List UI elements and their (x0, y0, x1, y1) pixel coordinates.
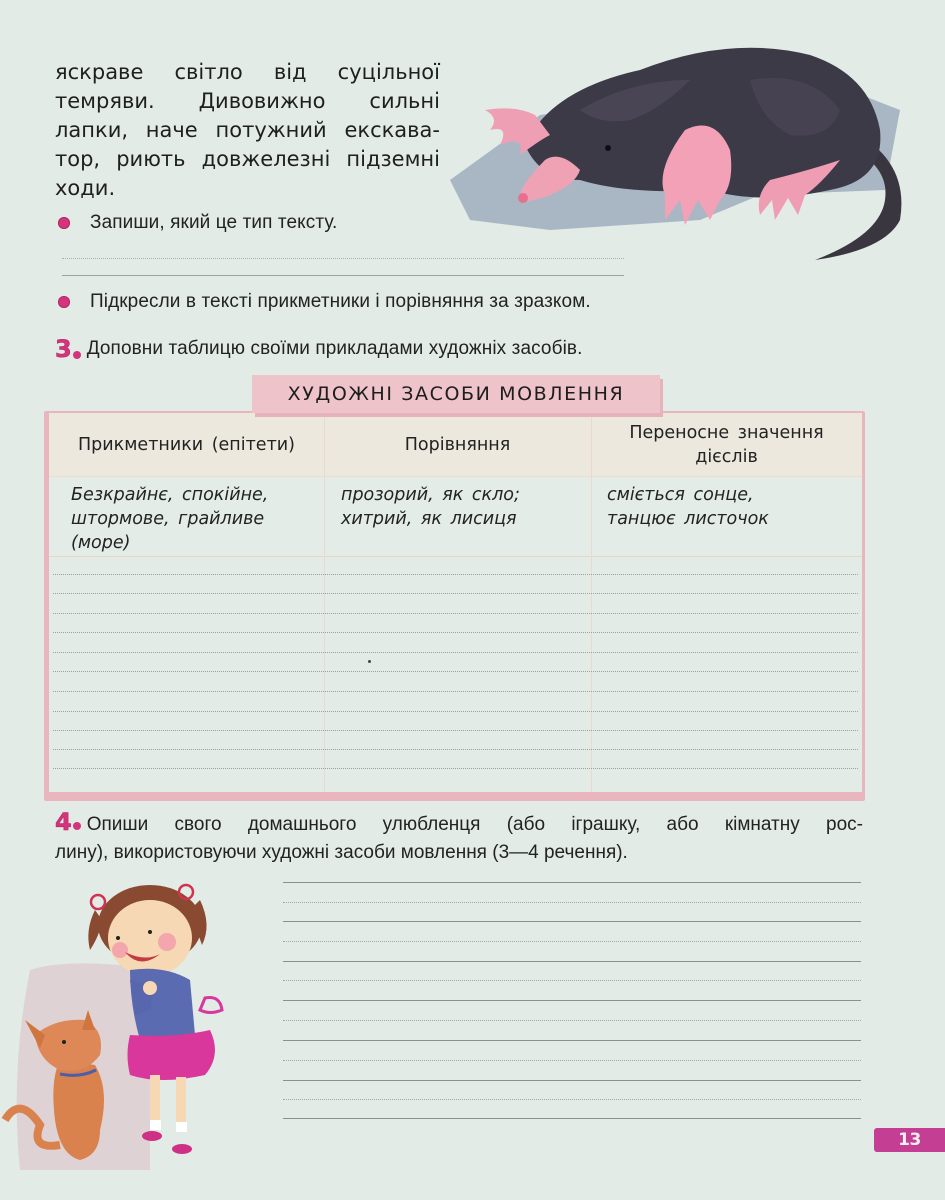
header-line: Переносне значення (629, 423, 824, 443)
task-number: 4 (55, 808, 71, 836)
table-answer-line[interactable] (53, 730, 858, 731)
table-answer-line[interactable] (53, 749, 858, 750)
table-answer-line[interactable] (53, 593, 858, 594)
table-answer-line[interactable] (53, 671, 858, 672)
passage-line: тор, риють довжелезні підземні (55, 147, 440, 171)
table-answer-line[interactable] (53, 768, 858, 769)
page-number-badge: 13 (874, 1128, 945, 1152)
passage-line: ходи. (55, 176, 116, 200)
passage-line: темряви. Дивовижно сильні (55, 89, 440, 113)
example-line: (море) (71, 533, 131, 553)
mole-illustration (430, 20, 920, 280)
task-3-instruction: Доповни таблицю своїми прикладами художніх засобів. (86, 338, 583, 359)
task-bullet-write-text-type (55, 212, 337, 234)
task-number: 3 (55, 335, 71, 363)
answer-line[interactable] (62, 258, 624, 259)
bullet-dot-icon (58, 217, 70, 229)
writing-line-guide[interactable] (283, 902, 861, 903)
reading-passage (55, 58, 440, 203)
example-cell-comparisons (341, 483, 520, 531)
table-answer-line[interactable] (53, 574, 858, 575)
column-header-figurative-verbs (591, 413, 862, 477)
writing-line-guide[interactable] (283, 1099, 861, 1100)
writing-line[interactable] (283, 1040, 861, 1041)
writing-line[interactable] (283, 882, 861, 883)
writing-line[interactable] (283, 961, 861, 962)
task-bullet-text: Запиши, який це тип тексту. (90, 212, 338, 233)
table-title-banner: ХУДОЖНІ ЗАСОБИ МОВЛЕННЯ (252, 375, 660, 413)
example-line: Безкрайнє, спокійне, (71, 485, 269, 505)
writing-line-guide[interactable] (283, 1020, 861, 1021)
task-bullet-underline-adjectives (55, 291, 591, 313)
example-line: танцює листочок (607, 509, 769, 529)
task-4-instruction: Опиши свого домашнього улюбленця (або іграшку, або кімнатну рос- (86, 814, 863, 835)
table-answer-line[interactable] (53, 652, 858, 653)
task-number-dot-icon (73, 822, 81, 830)
print-speck (368, 660, 371, 663)
table-answer-line[interactable] (53, 632, 858, 633)
answer-line[interactable] (62, 275, 624, 276)
passage-line: яскраве світло від суцільної (55, 60, 440, 84)
writing-line-guide[interactable] (283, 1060, 861, 1061)
table-answer-line[interactable] (53, 691, 858, 692)
example-line: штормове, грайливе (71, 509, 265, 529)
bullet-dot-icon (58, 296, 70, 308)
task-3-heading (55, 335, 582, 363)
column-header-comparisons: Порівняння (404, 435, 511, 455)
girl-with-dog-illustration (0, 870, 270, 1170)
task-number-dot-icon (73, 351, 81, 359)
table-answer-line[interactable] (53, 613, 858, 614)
writing-line[interactable] (283, 1080, 861, 1081)
passage-line: лапки, наче потужний екскава- (55, 118, 440, 142)
task-bullet-text: Підкресли в тексті прикметники і порівняння за зразком. (90, 291, 591, 312)
writing-line-guide[interactable] (283, 941, 861, 942)
writing-line-guide[interactable] (283, 980, 861, 981)
writing-line[interactable] (283, 1000, 861, 1001)
column-header-adjectives: Прикметники (епітети) (78, 435, 295, 455)
task-4-line (55, 808, 863, 839)
example-cell-figurative-verbs (607, 483, 769, 531)
example-line: сміється сонце, (607, 485, 754, 505)
header-line: дієслів (695, 447, 758, 467)
table-body (49, 413, 862, 792)
literary-devices-table (44, 411, 865, 801)
example-cell-adjectives (71, 483, 268, 555)
writing-line[interactable] (283, 921, 861, 922)
task-4-heading (55, 808, 863, 867)
example-line: прозорий, як скло; (341, 485, 520, 505)
example-line: хитрий, як лисиця (341, 509, 517, 529)
task-4-line: лину), використовуючи художні засоби мовлення (3—4 речення). (55, 842, 628, 863)
writing-line[interactable] (283, 1118, 861, 1119)
table-answer-line[interactable] (53, 711, 858, 712)
